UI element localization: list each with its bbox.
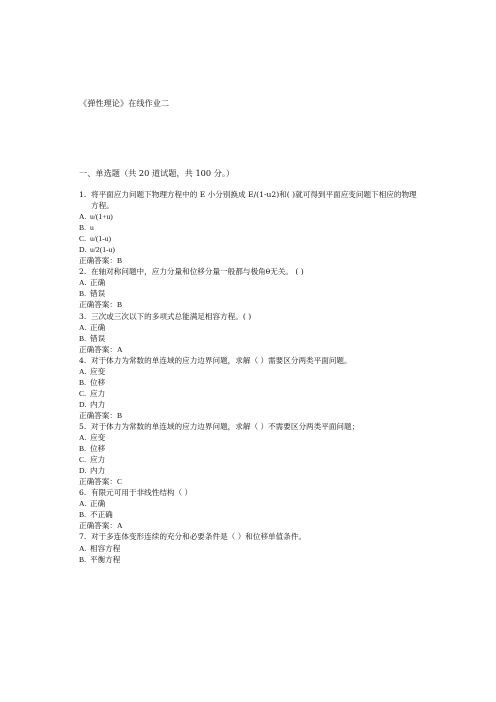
option-key: D. — [79, 466, 87, 476]
option-key: A. — [79, 499, 87, 509]
option-key: A. — [79, 543, 87, 553]
answer-option — [79, 233, 419, 244]
option-text: 相容方程 — [90, 543, 121, 553]
option-text: u/2(1-u) — [90, 245, 115, 255]
question-stem — [79, 355, 419, 366]
option-key: C. — [79, 455, 86, 465]
correct-answer-value: B — [116, 256, 123, 266]
option-text: 错误 — [90, 333, 106, 343]
answer-option — [79, 432, 419, 443]
question-number: 1. — [79, 190, 87, 199]
option-text: 正确 — [90, 499, 106, 509]
answer-option — [79, 454, 419, 465]
question-text: 对于多连体变形连续的充分和必要条件是（ ）和位移单值条件。 — [91, 532, 307, 542]
option-text: 内力 — [90, 466, 106, 476]
answer-option — [79, 366, 419, 377]
correct-answer — [79, 410, 419, 421]
question-stem — [79, 311, 419, 322]
option-key: A. — [79, 433, 87, 443]
answer-option — [79, 244, 419, 255]
option-text: 错误 — [90, 289, 106, 299]
question-stem — [79, 531, 419, 542]
correct-answer-label: 正确答案： — [79, 521, 117, 531]
option-text: 应力 — [90, 455, 106, 465]
question-text: 对于体力为常数的单连域的应力边界问题，求解（ ）需要区分两类平面问题。 — [91, 355, 352, 365]
option-key: C. — [79, 234, 86, 244]
correct-answer — [79, 476, 419, 487]
answer-option — [79, 333, 419, 344]
correct-answer-value: C — [116, 477, 123, 487]
option-key: B. — [79, 554, 86, 564]
answer-option — [79, 322, 419, 333]
correct-answer-label: 正确答案： — [79, 256, 117, 266]
answer-option — [79, 399, 419, 410]
option-key: B. — [79, 333, 86, 343]
correct-answer-value: B — [116, 410, 123, 420]
option-text: 平衡方程 — [90, 554, 121, 564]
option-key: A. — [79, 322, 87, 332]
answer-option — [79, 288, 419, 299]
option-key: B. — [79, 510, 86, 520]
answer-option — [79, 554, 419, 565]
correct-answer-label: 正确答案： — [79, 344, 117, 354]
answer-option — [79, 465, 419, 476]
option-text: 应力 — [90, 388, 106, 398]
option-key: B. — [79, 377, 86, 387]
question-number: 4. — [79, 355, 87, 365]
option-key: A. — [79, 366, 87, 376]
question-text: 有限元可用于非线性结构（ ） — [91, 488, 193, 498]
correct-answer — [79, 255, 419, 266]
option-key: A. — [79, 278, 87, 288]
answer-option — [79, 443, 419, 454]
question-number: 3. — [79, 311, 87, 321]
question-text: 三次或三次以下的多项式总能满足相容方程。( ) — [91, 311, 252, 321]
option-key: C. — [79, 388, 86, 398]
answer-option — [79, 509, 419, 520]
answer-option — [79, 498, 419, 509]
correct-answer-label: 正确答案： — [79, 477, 117, 487]
correct-answer — [79, 520, 419, 531]
correct-answer-value: A — [116, 521, 123, 531]
option-text: 应变 — [90, 433, 106, 443]
option-text: 位移 — [90, 377, 106, 387]
answer-option — [79, 277, 419, 288]
option-text: 内力 — [90, 399, 106, 409]
document-title: 《弹性理论》在线作业二 — [79, 98, 170, 108]
option-text: 正确 — [90, 322, 106, 332]
correct-answer-label: 正确答案： — [79, 410, 117, 420]
question-number: 7. — [79, 532, 87, 542]
question-stem — [79, 266, 419, 277]
answer-option — [79, 377, 419, 388]
question-text: 将平面应力问题下物理方程中的 E 小分别换成 E/(1-u2)和( )就可得到平面应变问题下相应的物理方程。 — [91, 190, 417, 211]
option-key: B. — [79, 223, 86, 233]
question-stem — [79, 487, 419, 498]
question-text: 对于体力为常数的单连域的应力边界问题，求解（ ）不需要区分两类平面问题； — [91, 421, 360, 431]
option-text: u/(1+u) — [90, 212, 113, 222]
question-number: 6. — [79, 488, 87, 498]
option-text: 位移 — [90, 444, 106, 454]
option-key: A. — [79, 212, 87, 222]
option-text: 不正确 — [90, 510, 113, 520]
correct-answer — [79, 299, 419, 310]
option-text: u — [90, 223, 94, 233]
answer-option — [79, 388, 419, 399]
question-number: 5. — [79, 421, 87, 431]
correct-answer-label: 正确答案： — [79, 300, 117, 310]
option-key: B. — [79, 289, 86, 299]
answer-option — [79, 222, 419, 233]
option-key: D. — [79, 399, 87, 409]
question-stem — [79, 189, 419, 211]
answer-option — [79, 211, 419, 222]
option-text: u/(1-u) — [90, 234, 112, 244]
option-text: 应变 — [90, 366, 106, 376]
option-key: D. — [79, 245, 87, 255]
question-number: 2. — [79, 267, 87, 277]
answer-option — [79, 543, 419, 554]
question-stem — [79, 421, 419, 432]
question-list — [79, 189, 419, 565]
option-text: 正确 — [90, 278, 106, 288]
correct-answer-value: B — [116, 300, 123, 310]
option-key: B. — [79, 444, 86, 454]
correct-answer — [79, 344, 419, 355]
correct-answer-value: A — [116, 344, 123, 354]
question-text: 在轴对称问题中，应力分量和位移分量一般都与极角θ无关。 ( ) — [91, 267, 304, 277]
section-header: 一、单选题（共 20 道试题，共 100 分。） — [79, 168, 235, 178]
